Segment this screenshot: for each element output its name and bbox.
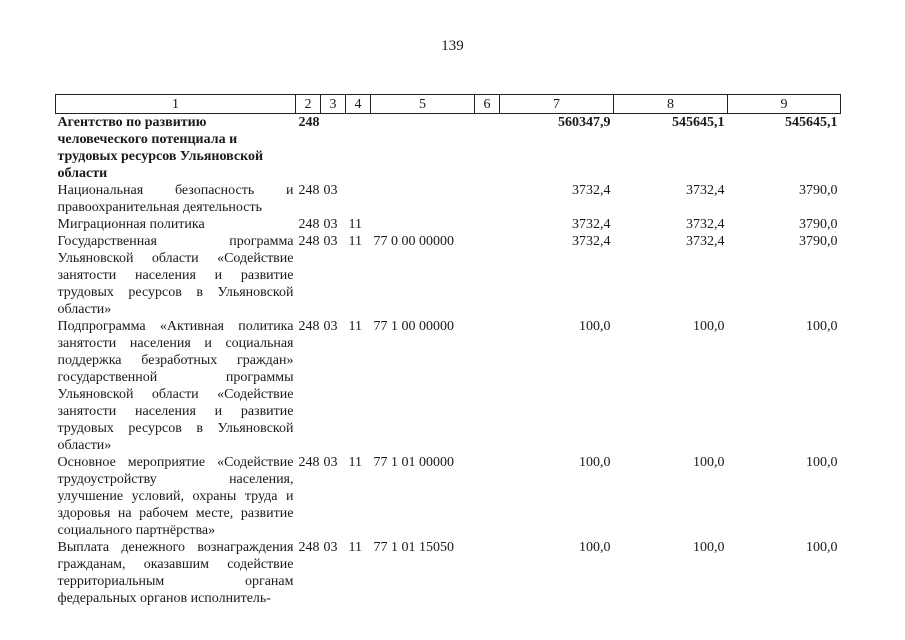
row-csr: 77 1 01 15050 <box>373 540 454 555</box>
row-year2: 545645,1 <box>672 115 725 130</box>
row-ved: 248 <box>298 540 320 555</box>
row-pr <box>346 114 371 183</box>
table-row <box>56 233 841 318</box>
row-ved: 248 <box>298 234 320 249</box>
row-rz: 03 <box>323 183 338 198</box>
row-vr <box>475 454 500 539</box>
row-year1: 100,0 <box>579 540 611 555</box>
header-cell: 6 <box>475 95 500 114</box>
header-cell: 7 <box>500 95 614 114</box>
row-ved: 248 <box>298 455 320 470</box>
row-pr: 11 <box>348 217 362 232</box>
header-cell: 5 <box>371 95 475 114</box>
row-ved: 248 <box>298 217 320 232</box>
row-year3: 100,0 <box>806 319 838 334</box>
row-csr: 77 1 00 00000 <box>373 319 454 334</box>
row-year1: 100,0 <box>579 455 611 470</box>
row-year1: 3732,4 <box>572 217 611 232</box>
row-pr <box>346 182 371 216</box>
table-row <box>56 216 841 233</box>
row-vr <box>475 182 500 216</box>
row-vr <box>475 216 500 233</box>
row-year2: 100,0 <box>693 455 725 470</box>
row-pr: 11 <box>348 234 362 249</box>
budget-table <box>55 94 841 607</box>
row-year3: 3790,0 <box>799 217 838 232</box>
page-number: 139 <box>441 38 464 54</box>
row-year3: 3790,0 <box>799 234 838 249</box>
row-rz <box>321 114 346 183</box>
row-year3: 100,0 <box>806 455 838 470</box>
table-row <box>56 539 841 607</box>
header-cell: 1 <box>56 95 296 114</box>
row-rz: 03 <box>323 234 338 249</box>
row-vr <box>475 318 500 454</box>
header-row <box>56 95 841 114</box>
row-name: Агентство по развитию человеческого потенциала и трудовых ресурсов Ульяновской области <box>57 115 264 181</box>
header-cell: 4 <box>346 95 371 114</box>
row-pr: 11 <box>348 455 362 470</box>
table-row <box>56 318 841 454</box>
row-name: Миграционная политика <box>57 217 205 232</box>
row-year3: 3790,0 <box>799 183 838 198</box>
table-row <box>56 454 841 539</box>
row-rz: 03 <box>323 319 338 334</box>
row-name: Национальная безопасность и правоохранительная деятельность <box>57 183 294 215</box>
row-year1: 3732,4 <box>572 234 611 249</box>
row-vr <box>475 233 500 318</box>
row-name: Подпрограмма «Активная политика занятости населения и социальная поддержка безработных граждан» государственной программы Ульяновской области «Содействие занятости населения и развитие трудовых ресурсов в Ульяновской области» <box>57 319 294 453</box>
header-cell: 8 <box>614 95 728 114</box>
row-name: Основное мероприятие «Содействие трудоустройству населения, улучшение условий, охраны труда и здоровья на рабочем месте, развитие социального партнёрства» <box>57 455 294 538</box>
row-year1: 100,0 <box>579 319 611 334</box>
row-year2: 100,0 <box>693 319 725 334</box>
row-year1: 3732,4 <box>572 183 611 198</box>
row-csr: 77 1 01 00000 <box>373 455 454 470</box>
table-row <box>56 114 841 183</box>
header-cell: 2 <box>296 95 321 114</box>
row-year3: 100,0 <box>806 540 838 555</box>
row-pr: 11 <box>348 540 362 555</box>
header-cell: 9 <box>728 95 841 114</box>
row-year2: 100,0 <box>693 540 725 555</box>
table-row <box>56 182 841 216</box>
row-ved: 248 <box>298 183 320 198</box>
row-rz: 03 <box>323 455 338 470</box>
row-name: Выплата денежного вознаграждения гражданам, оказавшим содействие территориальным органам федеральных органов исполнитель- <box>57 540 294 606</box>
row-year2: 3732,4 <box>686 217 725 232</box>
row-vr <box>475 114 500 183</box>
row-year3: 545645,1 <box>785 115 838 130</box>
row-ved: 248 <box>298 319 320 334</box>
header-cell: 3 <box>321 95 346 114</box>
row-year2: 3732,4 <box>686 234 725 249</box>
row-pr: 11 <box>348 319 362 334</box>
row-year1: 560347,9 <box>558 115 611 130</box>
row-csr <box>371 216 475 233</box>
row-rz: 03 <box>323 217 338 232</box>
row-name: Государственная программа Ульяновской области «Содействие занятости населения и развитие трудовых ресурсов в Ульяновской области» <box>57 234 294 317</box>
row-year2: 3732,4 <box>686 183 725 198</box>
row-csr <box>371 182 475 216</box>
row-rz: 03 <box>323 540 338 555</box>
row-csr: 77 0 00 00000 <box>373 234 454 249</box>
row-vr <box>475 539 500 607</box>
row-csr <box>371 114 475 183</box>
row-ved: 248 <box>298 115 320 130</box>
